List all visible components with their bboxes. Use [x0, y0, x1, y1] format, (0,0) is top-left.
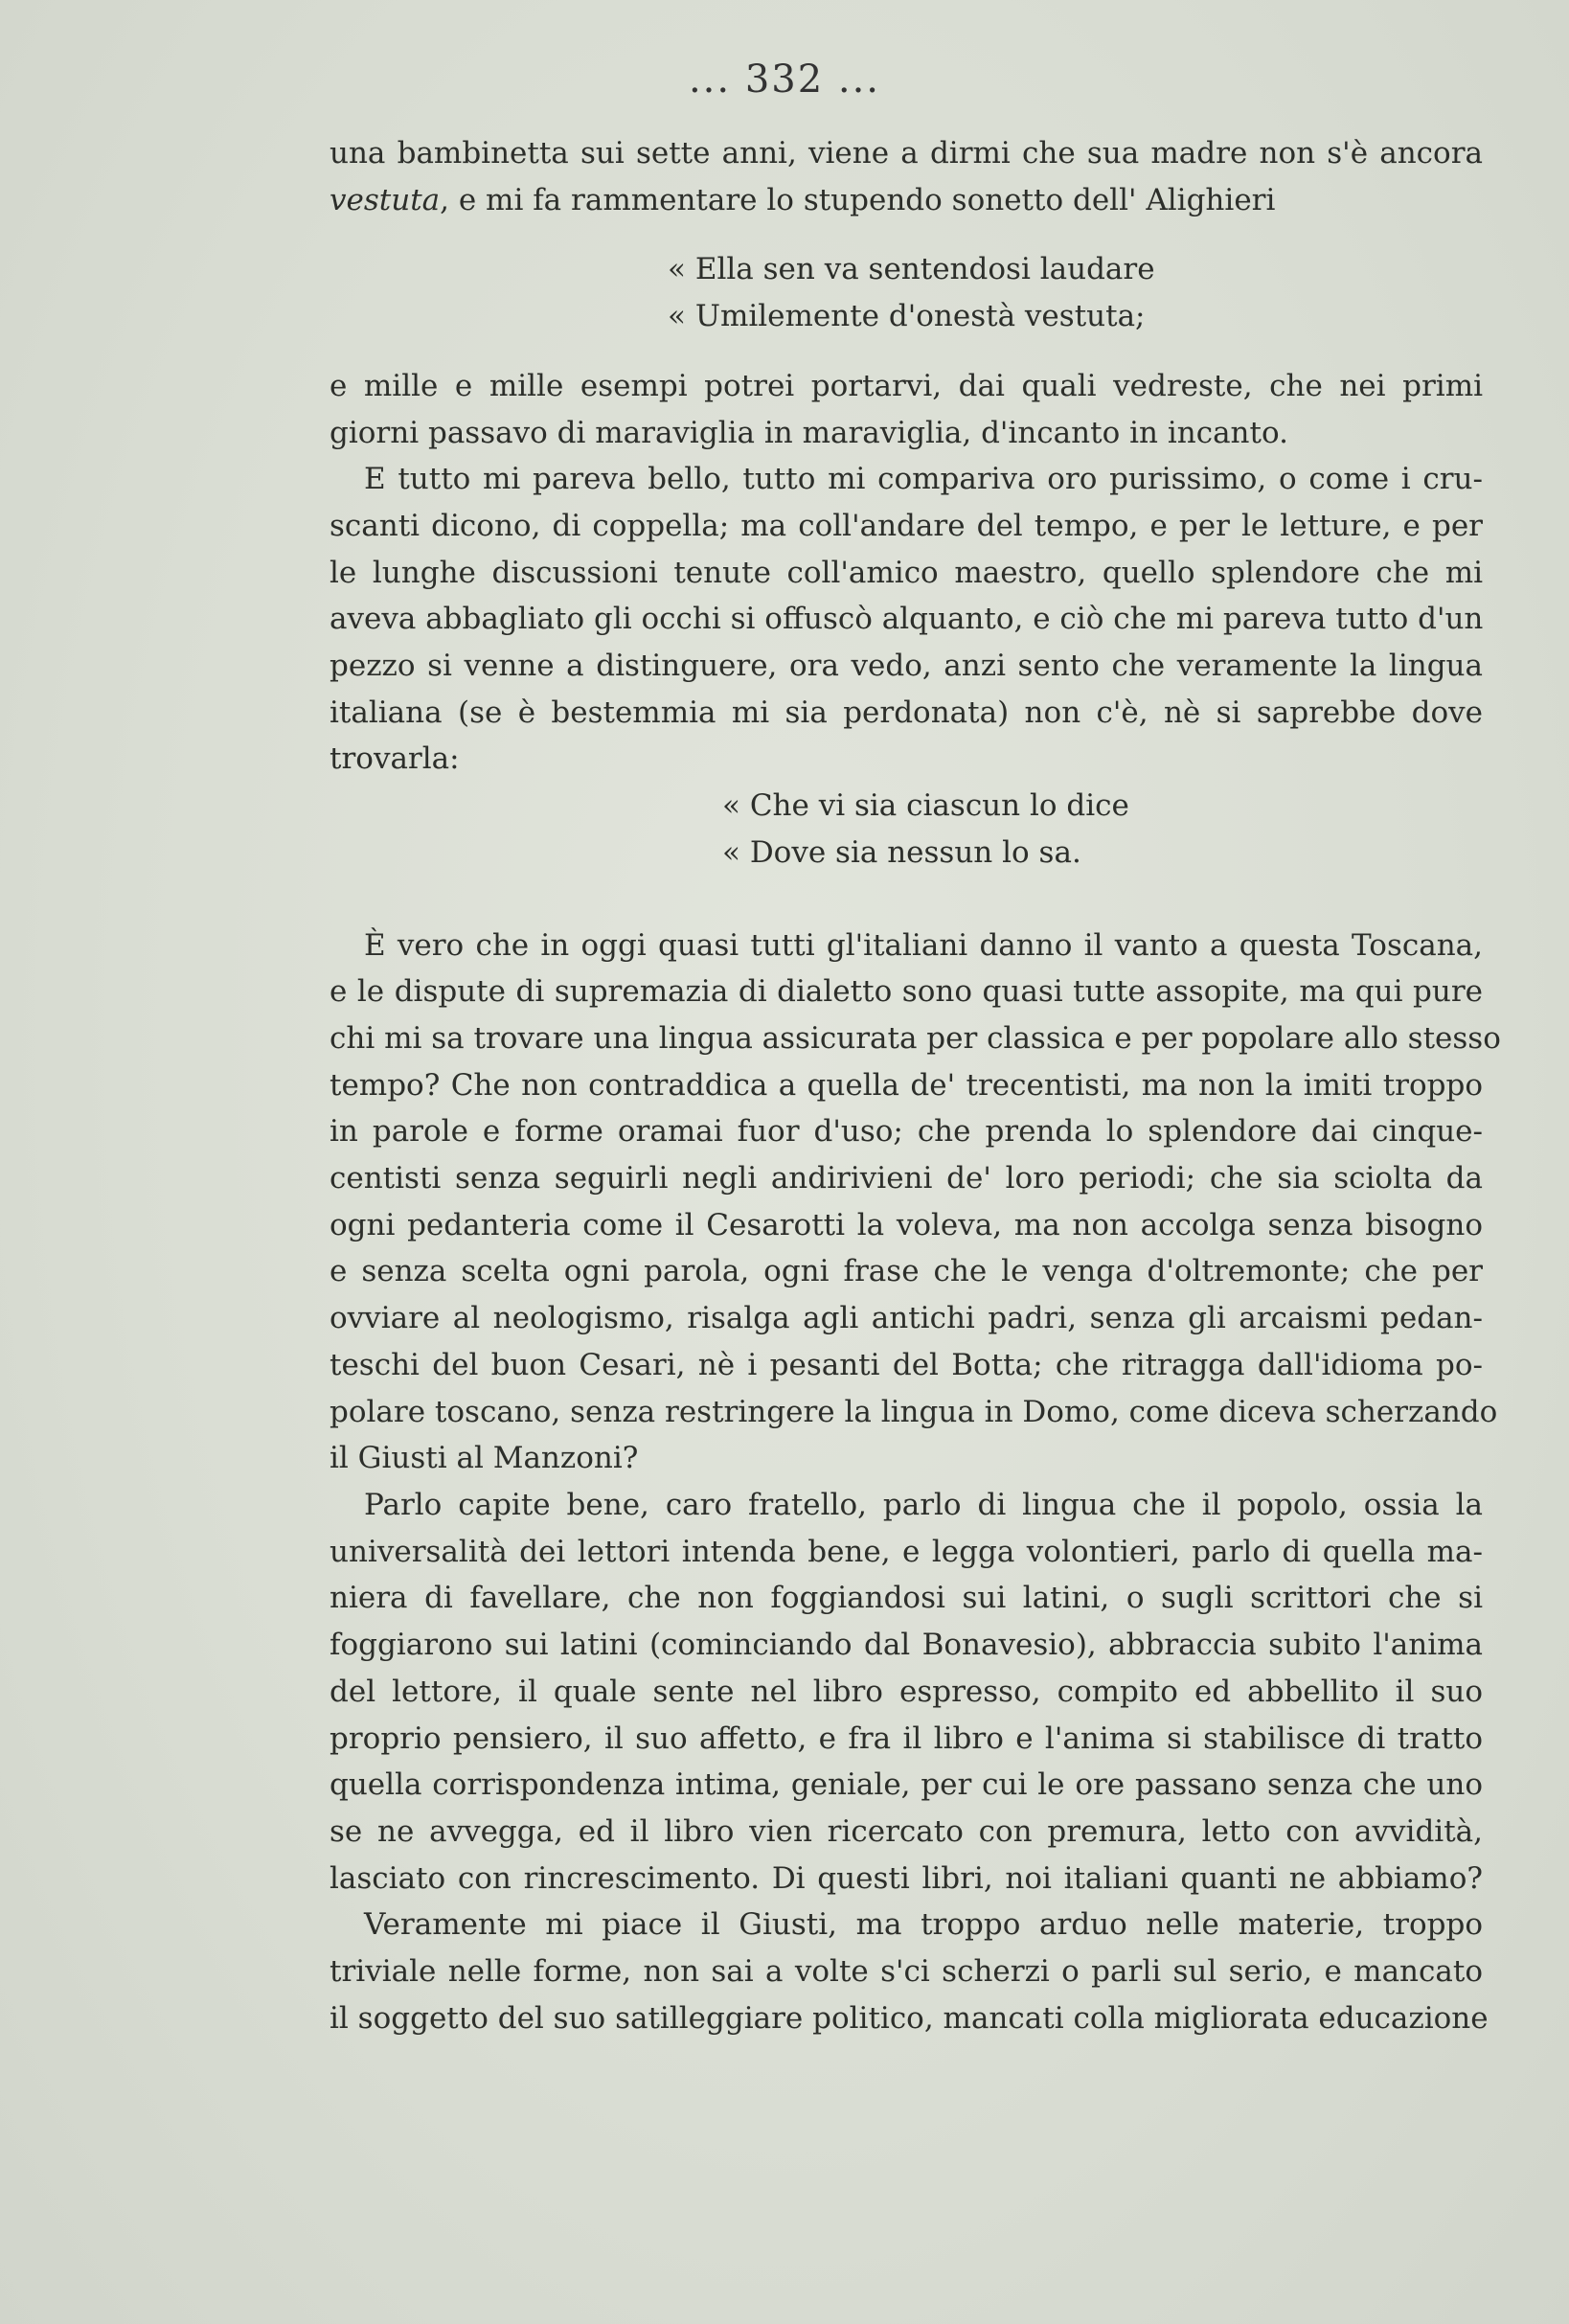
text-line: scanti dicono, di coppella; ma coll'andare del tempo, e per le letture, e per [330, 508, 1483, 543]
text-line: il Giusti al Manzoni? [330, 1441, 639, 1476]
text-line: aveva abbagliato gli occhi si offuscò alquanto, e ciò che mi pareva tutto d'un [330, 602, 1484, 637]
text-line: quella corrispondenza intima, geniale, per cui le ore passano senza che uno [330, 1767, 1483, 1803]
text-line: proprio pensiero, il suo affetto, e fra il libro e l'anima si stabilisce di tratto [330, 1720, 1483, 1756]
text-line: lasciato con rincrescimento. Di questi libri, noi italiani quanti ne abbiamo? [330, 1860, 1483, 1896]
text-line: in parole e forme oramai fuor d'uso; che prenda lo splendore dai cinque- [330, 1114, 1483, 1150]
text-line: triviale nelle forme, non sai a volte s'ci scherzi o parli sul serio, e mancato [330, 1954, 1483, 1990]
text-line: chi mi sa trovare una lingua assicurata per classica e per popolare allo stesso [330, 1020, 1501, 1056]
text-line: una bambinetta sui sette anni, viene a dirmi che sua madre non s'è ancora [330, 136, 1483, 171]
text-line: E tutto mi pareva bello, tutto mi compariva oro purissimo, o come i cru- [364, 462, 1483, 497]
verse-line: « Umilemente d'onestà vestuta; [668, 299, 1146, 334]
text-line: tempo? Che non contraddica a quella de' trecentisti, ma non la imiti troppo [330, 1067, 1483, 1103]
text-line: È vero che in oggi quasi tutti gl'italiani danno il vanto a questa Toscana, [364, 927, 1483, 963]
page-text [330, 130, 1501, 2041]
text-line: vestuta, e mi fa rammentare lo stupendo sonetto dell' Alighieri [330, 182, 1276, 217]
text-line: centisti senza seguirli negli andirivieni de' loro periodi; che sia sciolta da [330, 1161, 1483, 1196]
text-line: giorni passavo di maraviglia in maraviglia, d'incanto in incanto. [330, 415, 1288, 450]
text-line: foggiarono sui latini (cominciando dal Bonavesio), abbraccia subito l'anima [330, 1628, 1483, 1663]
verse-line: « Che vi sia ciascun lo dice [722, 788, 1129, 824]
text-line: e senza scelta ogni parola, ogni frase che le venga d'oltremonte; che per [330, 1254, 1483, 1289]
text-line: pezzo si venne a distinguere, ora vedo, anzi sento che veramente la lingua [330, 649, 1483, 684]
text-line: del lettore, il quale sente nel libro espresso, compito ed abbellito il suo [330, 1674, 1483, 1709]
text-line: ogni pedanteria come il Cesarotti la voleva, ma non accolga senza bisogno [330, 1207, 1483, 1242]
text-line: universalità dei lettori intenda bene, e legga volontieri, parlo di quella ma- [330, 1534, 1483, 1569]
text-line: teschi del buon Cesari, nè i pesanti del Botta; che ritragga dall'idioma po- [330, 1347, 1483, 1382]
text-line: italiana (se è bestemmia mi sia perdonata) non c'è, nè si saprebbe dove [330, 695, 1483, 730]
text-line: e mille e mille esempi potrei portarvi, dai quali vedreste, che nei primi [330, 368, 1483, 403]
text-line: ovviare al neologismo, risalga agli antichi padri, senza gli arcaismi pedan- [330, 1301, 1483, 1336]
text-line: polare toscano, senza restringere la lingua in Domo, come diceva scherzando [330, 1394, 1498, 1429]
text-line: Parlo capite bene, caro fratello, parlo di lingua che il popolo, ossia la [364, 1487, 1483, 1522]
text-line: Veramente mi piace il Giusti, ma troppo arduo nelle materie, troppo [364, 1907, 1483, 1943]
text-line: trovarla: [330, 741, 460, 777]
text-line: se ne avvegga, ed il libro vien ricercato con premura, letto con avvidità, [330, 1813, 1483, 1849]
verse-line: « Dove sia nessun lo sa. [722, 834, 1081, 870]
text-line: le lunghe discussioni tenute coll'amico maestro, quello splendore che mi [330, 555, 1483, 590]
page-number: ... 332 ... [688, 57, 881, 102]
text-line: il soggetto del suo satilleggiare politico, mancati colla migliorata educazione [330, 2000, 1489, 2036]
verse-line: « Ella sen va sentendosi laudare [668, 252, 1155, 287]
text-line: niera di favellare, che non foggiandosi sui latini, o sugli scrittori che si [330, 1581, 1483, 1616]
text-line: e le dispute di supremazia di dialetto sono quasi tutte assopite, ma qui pure [330, 974, 1483, 1010]
